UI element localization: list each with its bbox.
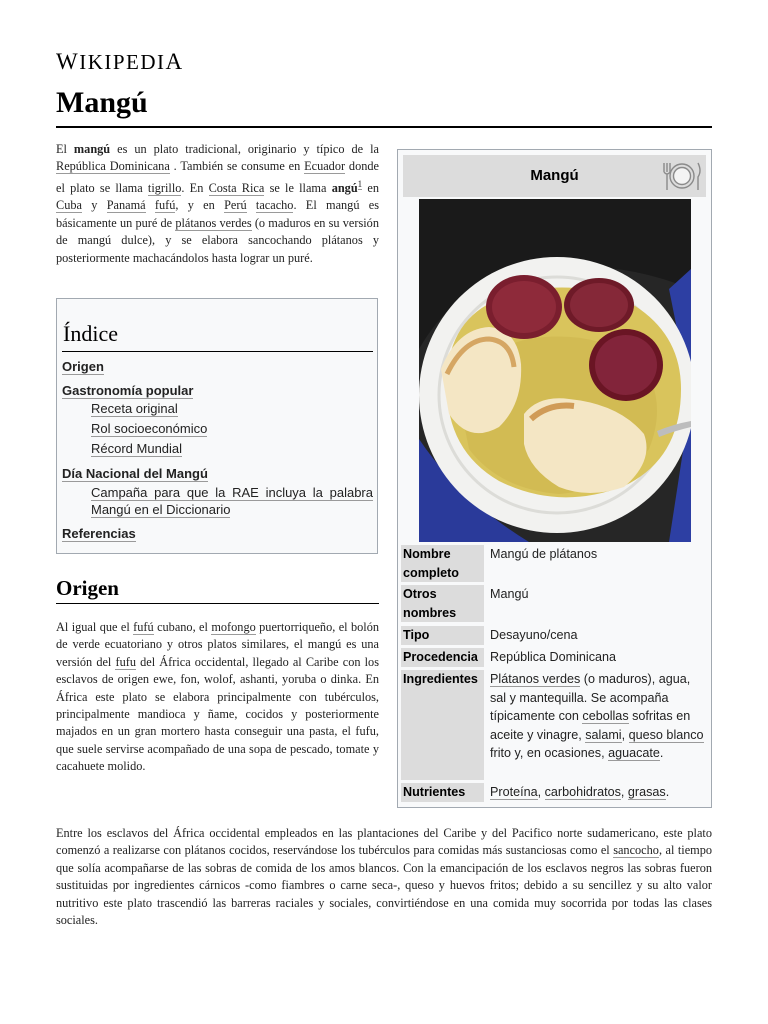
- infobox-row-ingredientes: [401, 670, 708, 780]
- link-grasas[interactable]: grasas: [627, 785, 666, 799]
- link-aguacate[interactable]: aguacate: [608, 746, 660, 760]
- infobox-value: Mangú de plátanos: [490, 547, 598, 561]
- infobox-label: Nutrientes: [401, 783, 484, 802]
- link-republica-dominicana[interactable]: República Dominicana: [56, 159, 170, 174]
- infobox-row-procedencia: [401, 648, 708, 667]
- toc-item-record-mundial[interactable]: Récord Mundial: [91, 441, 183, 456]
- infobox-row-otros-nombres: [401, 585, 708, 622]
- infobox-value: Mangú: [490, 587, 529, 601]
- infobox-header: [403, 155, 706, 197]
- toc-item-gastronomia-popular[interactable]: Gastronomía popular: [62, 383, 194, 398]
- link-cuba[interactable]: Cuba: [56, 198, 82, 213]
- infobox-label: Ingredientes: [401, 670, 484, 780]
- infobox-value: Desayuno/cena: [490, 628, 578, 642]
- link-tigrillo[interactable]: tigrillo: [147, 180, 182, 195]
- link-salami[interactable]: salami: [585, 727, 622, 742]
- link-fufu-africa[interactable]: fufu: [115, 654, 136, 669]
- link-proteina[interactable]: Proteína: [490, 785, 538, 799]
- toc-title: Índice: [63, 321, 118, 346]
- infobox-row-nombre-completo: [401, 545, 708, 582]
- link-carbohidratos[interactable]: carbohidratos: [544, 785, 621, 799]
- infobox-label: Procedencia: [401, 648, 484, 667]
- infobox-label: Tipo: [401, 626, 484, 645]
- section-heading-origen: Origen: [56, 576, 119, 600]
- origen-paragraph-2: Entre los esclavos del África occidental empleados en las plantaciones del Caribe y del Pacifico norte sudamericano, este plato comenzó a realizarse con plátanos cocidos, reservándose los tubérculos para comidas más sustanciosas como el sancocho, al tiempo que solía acompañarse de las sobras de comida de los amos blancos. Con la emancipación de los esclavos negros las sobras fueron sustituidas por ingredientes cárnicos -como fiambres o carne seca-, queso y huevos fritos; debido a su sencillez y su alto valor nutritivo este plato trascendió las barreras raciales y sociales, convirtiéndose en una comida muy socorrida por todas las clases sociales.: [56, 826, 713, 928]
- infobox: [397, 149, 712, 808]
- link-sancocho[interactable]: sancocho: [613, 843, 659, 858]
- link-cebollas[interactable]: cebollas: [582, 709, 629, 723]
- infobox-label: Nombre completo: [401, 545, 484, 582]
- link-queso-blanco[interactable]: queso blanco: [628, 727, 704, 742]
- reference-1[interactable]: 1: [357, 178, 363, 189]
- link-ecuador[interactable]: Ecuador: [304, 159, 346, 174]
- link-panama[interactable]: Panamá: [106, 198, 146, 213]
- link-costa-rica[interactable]: Costa Rica: [208, 180, 265, 195]
- toc-item-campana-rae[interactable]: Campaña para que la RAE incluya la palabra Mangú en el Diccionario: [91, 485, 373, 517]
- link-platanos-verdes[interactable]: Plátanos verdes: [490, 672, 581, 686]
- page-title: Mangú: [56, 86, 148, 119]
- section-divider: [56, 603, 379, 604]
- infobox-row-nutrientes: [401, 783, 708, 802]
- infobox-label: Otros nombres: [401, 585, 484, 622]
- link-platanos-verdes[interactable]: plátanos verdes: [175, 215, 252, 230]
- link-fufu[interactable]: fufú: [154, 198, 176, 213]
- infobox-value: Plátanos verdes (o maduros), agua, sal y mantequilla. Se acompaña típicamente con cebollas sofritas en aceite y vinagre, salami, queso blanco frito y, en ocasiones, aguacate.: [490, 672, 704, 760]
- link-peru[interactable]: Perú: [224, 198, 247, 213]
- link-fufu-cubano[interactable]: fufú: [133, 620, 154, 634]
- toc-item-dia-nacional[interactable]: Día Nacional del Mangú: [62, 466, 208, 481]
- infobox-title: Mangú: [530, 167, 579, 184]
- toc-item-referencias[interactable]: Referencias: [62, 526, 136, 541]
- title-divider: [56, 126, 712, 128]
- mangu-dish-photo: [419, 199, 691, 542]
- intro-paragraph: El mangú es un plato tradicional, originario y típico de la República Dominicana . También se consume en Ecuador donde el plato se llama tigrillo. En Costa Rica se le llama angú$^1$ en Cuba y Panamá fufú, y en Perú tacacho. El mangú es básicamente un puré de plátanos verdes (o maduros en su versión de mangú dulce), y se elabora sancochando plátanos y posteriormente machacándolos hasta lograr un puré.: [56, 142, 380, 265]
- table-of-contents: [56, 298, 378, 554]
- infobox-value: Proteína, carbohidratos, grasas.: [490, 785, 670, 799]
- plate-cutlery-icon: [661, 159, 703, 193]
- toc-item-origen[interactable]: Origen: [62, 359, 104, 374]
- infobox-row-tipo: [401, 626, 708, 645]
- link-tacacho[interactable]: tacacho: [255, 198, 294, 213]
- origen-paragraph-1: Al igual que el fufú cubano, el mofongo puertorriqueño, el bolón de verde ecuatoriano y otros platos similares, el mangú es una versión del fufu del África occidental, llegado al Caribe con los esclavos de origen ewe, fon, wolof, ashanti, yoruba o dinka. En África este plato se elabora principalmente con tubérculos, principalmente mandioca y ñame, cocidos y posteriormente majados en un gran mortero hasta conseguir una pasta, el fufu, que suele servirse acompañado de una sopa de pescado, tomate y cacahuete molido.: [56, 620, 380, 774]
- toc-item-receta-original[interactable]: Receta original: [91, 401, 178, 416]
- toc-divider: [62, 351, 373, 352]
- wikipedia-logo[interactable]: WIKIPEDIA: [56, 49, 184, 74]
- toc-item-rol-socioeconomico[interactable]: Rol socioeconómico: [91, 421, 208, 436]
- link-mofongo[interactable]: mofongo: [211, 620, 256, 634]
- infobox-value: República Dominicana: [490, 650, 617, 664]
